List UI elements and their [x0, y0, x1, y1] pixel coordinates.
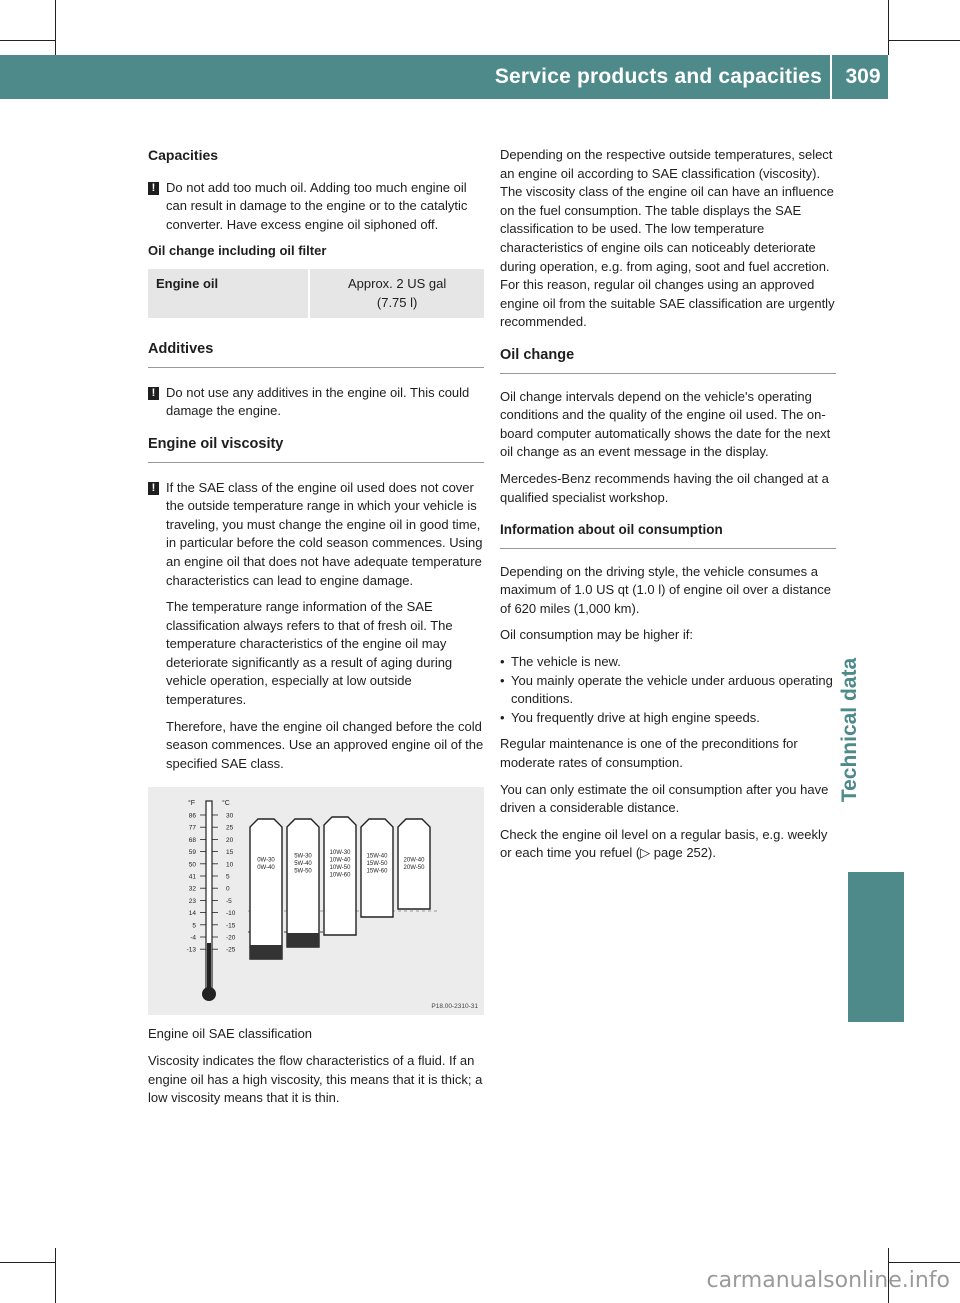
warning-icon: !: [148, 182, 159, 195]
engine-oil-value: [309, 269, 484, 318]
crop-mark: [55, 0, 56, 55]
oil-class-columns: [250, 817, 430, 959]
footer-watermark: carmanualsonline.info: [706, 1268, 950, 1293]
oil-change-text-1: Oil change intervals depend on the vehicle's operating conditions and the quality of the engine oil used. The on-board computer automatically shows the date for the next oil change as an event message in the display.: [500, 388, 831, 460]
consumption-text-3: Regular maintenance is one of the preconditions for moderate rates of consumption.: [500, 736, 798, 771]
fahrenheit-tick: 68: [188, 837, 196, 845]
viscosity-body: Viscosity indicates the flow characteristics of a fluid. If an engine oil has a high viscosity, this means that it is thick; a low viscosity means that it is thin.: [148, 1053, 483, 1106]
left-column: [148, 146, 484, 1116]
oil-class-label: 20W-50: [403, 865, 425, 872]
celsius-tick: -25: [226, 947, 236, 955]
oil-class-column: [250, 819, 282, 959]
right-column: [500, 146, 836, 871]
list-item: • The vehicle is new.: [500, 653, 836, 672]
viscosity-warning-text-1: If the SAE class of the engine oil used does not cover the outside temperature range in which your vehicle is traveling, you must change the engine oil in good time, in particular before the cold season commences. Using an engine oil that does not have adequate temperature characteristics can lead to engine damage.: [166, 479, 483, 588]
oil-class-label: 20W-40: [403, 857, 425, 864]
additives-warning: [148, 384, 484, 421]
oil-class-column: [287, 819, 319, 947]
fahrenheit-label: °F: [188, 800, 196, 808]
oil-class-label: 0W-30: [257, 857, 275, 864]
celsius-tick: 20: [226, 837, 234, 845]
oil-class-label: 5W-40: [294, 861, 312, 868]
engine-oil-volume-l: (7.75 l): [376, 294, 418, 310]
crop-mark: [888, 0, 889, 55]
side-tab-block: [848, 872, 904, 1022]
oil-class-label: 15W-60: [366, 868, 388, 875]
consumption-text-4: You can only estimate the oil consumption after you have driven a considerable distance.: [500, 781, 829, 816]
capacities-heading: Capacities: [148, 147, 219, 163]
table-row: [148, 269, 484, 318]
fahrenheit-tick: 14: [188, 910, 196, 918]
capacity-table: [148, 269, 484, 318]
fahrenheit-tick: 32: [188, 886, 196, 894]
fahrenheit-tick: 86: [188, 812, 196, 820]
crop-mark: [0, 40, 55, 41]
fahrenheit-tick: -13: [186, 947, 196, 955]
oil-change-text-2: Mercedes-Benz recommends having the oil changed at a qualified specialist workshop.: [500, 470, 829, 505]
engine-oil-label: Engine oil: [148, 269, 309, 318]
thermometer-fill: [207, 943, 211, 989]
celsius-tick: 5: [226, 873, 230, 881]
celsius-tick: 15: [226, 849, 234, 857]
viscosity-warning-text-3: Therefore, have the engine oil changed before the cold season commences. Use an approved engine oil of the specified SAE class.: [166, 718, 484, 771]
consumption-text-2: Oil consumption may be higher if:: [500, 627, 693, 643]
list-item: • You frequently drive at high engine speeds.: [500, 709, 836, 728]
viscosity-heading: Engine oil viscosity: [148, 435, 484, 463]
celsius-tick: -20: [226, 934, 236, 942]
header-divider: [830, 55, 832, 99]
fahrenheit-tick: -4: [190, 934, 196, 942]
consumption-text-5: Check the engine oil level on a regular basis, e.g. weekly or each time you refuel (▷ page 252).: [500, 826, 828, 861]
consumption-list: [500, 653, 836, 727]
viscosity-warning-text-2: The temperature range information of the SAE classification always refers to that of fresh oil. The temperature characteristics of the engine oil may deteriorate significantly as a result of aging during vehicle operation, especially at low outside temperatures.: [166, 599, 453, 708]
crop-mark: [0, 1262, 55, 1263]
oil-class-label: 5W-30: [294, 853, 312, 860]
oil-class-label: 15W-50: [366, 861, 388, 868]
page-header-title: Service products and capacities: [494, 65, 822, 88]
celsius-tick: -15: [226, 922, 236, 930]
warning-icon: !: [148, 387, 159, 400]
fahrenheit-tick: 50: [188, 861, 196, 869]
capacities-warning-text: Do not add too much oil. Adding too much engine oil can result in damage to the engine or to the catalytic converter. Have excess engine oil siphoned off.: [166, 179, 468, 232]
sae-chart-svg: [148, 787, 484, 1015]
oil-class-label: 15W-40: [366, 853, 388, 860]
celsius-tick: 0: [226, 886, 230, 894]
fahrenheit-tick: 41: [188, 873, 196, 881]
oil-class-label: 10W-60: [329, 872, 351, 879]
column-base: [250, 945, 282, 959]
warning-icon: !: [148, 482, 159, 495]
oil-class-label: 10W-30: [329, 850, 351, 857]
consumption-text-1: Depending on the driving style, the vehicle consumes a maximum of 1.0 US qt (1.0 l) of engine oil over a distance of 620 miles (1,000 km).: [500, 563, 831, 616]
capacities-warning: [148, 179, 484, 235]
figure-caption: Engine oil SAE classification: [148, 1026, 313, 1042]
celsius-tick: 25: [226, 825, 234, 833]
celsius-tick: -10: [226, 910, 236, 918]
oil-change-label: Oil change including oil filter: [148, 243, 327, 259]
figure-ref-code: P18.00-2310-31: [431, 1003, 478, 1011]
sae-classification-figure: [148, 787, 484, 1015]
oil-class-label: 0W-40: [257, 865, 275, 872]
fahrenheit-tick: 5: [192, 922, 196, 930]
consumption-heading: Information about oil consumption: [500, 521, 836, 549]
oil-change-heading: Oil change: [500, 346, 836, 374]
oil-class-label: 10W-40: [329, 857, 351, 864]
fahrenheit-tick: 77: [188, 825, 196, 833]
viscosity-intro: Depending on the respective outside temperatures, select an engine oil according to SAE classification (viscosity). The viscosity class of the engine oil can have an influence on the fuel consumption. The table displays the SAE classification to be used. The low temperature characteristics of engine oils can noticeably deteriorate during operation, e.g. from aging, soot and fuel accretion. For this reason, regular oil changes using an approved engine oil from the suitable SAE classification are urgently recommended.: [500, 147, 835, 330]
additives-warning-text: Do not use any additives in the engine oil. This could damage the engine.: [166, 384, 470, 419]
oil-class-label: 5W-50: [294, 868, 312, 875]
crop-mark: [55, 1248, 56, 1303]
crop-mark: [888, 1262, 960, 1263]
celsius-tick: 30: [226, 812, 234, 820]
fahrenheit-tick: 59: [188, 849, 196, 857]
crop-mark: [888, 40, 960, 41]
oil-class-label: 10W-50: [329, 865, 351, 872]
viscosity-warning: [148, 479, 484, 774]
engine-oil-volume-us: Approx. 2 US gal: [347, 275, 447, 291]
thermometer-bulb: [202, 987, 216, 1001]
page-number: 309: [845, 65, 881, 88]
fahrenheit-tick: 23: [188, 898, 196, 906]
additives-heading: Additives: [148, 340, 484, 368]
celsius-tick: 10: [226, 861, 234, 869]
celsius-label: °C: [222, 800, 230, 808]
celsius-tick: -5: [226, 898, 232, 906]
list-item: • You mainly operate the vehicle under arduous operating conditions.: [500, 672, 836, 709]
side-tab-label: Technical data: [838, 657, 861, 803]
column-base: [287, 933, 319, 947]
